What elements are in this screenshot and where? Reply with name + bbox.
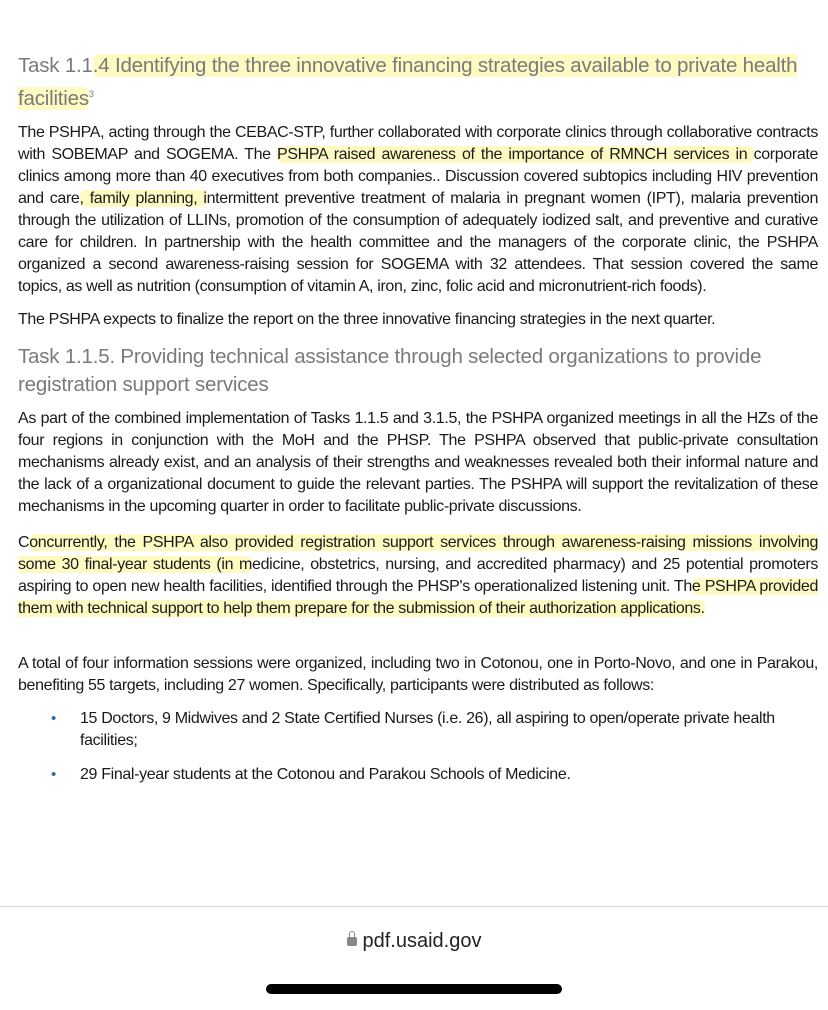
list-item-text: 29 Final-year students at the Cotonou and Parakou Schools of Medicine. (80, 765, 571, 783)
highlighted-text: PSHPA raised awareness of the importance of RMNCH services in (277, 145, 754, 163)
highlighted-text: e PSHPA provided them with technical support to help them prepare for the submission of their authorization applications. (18, 577, 818, 617)
toolbar-divider (0, 906, 828, 907)
paragraph-registration-support (18, 532, 818, 620)
home-indicator[interactable] (266, 984, 562, 994)
footnote-marker: 3 (88, 89, 94, 99)
highlighted-text: .4 Identifying the three innovative financing strategies available to private health facilities (18, 54, 798, 110)
participants-list (18, 708, 818, 786)
list-item (51, 708, 818, 752)
bullet-icon: • (51, 709, 56, 727)
lock-icon (347, 937, 357, 946)
text-segment: Task 1.1 (18, 54, 93, 77)
list-item-text: 15 Doctors, 9 Midwives and 2 State Certified Nurses (i.e. 26), all aspiring to open/operate private health facilities; (80, 709, 775, 749)
text-segment: corporate clinics among more than 40 executives from both companies.. Discussion covered subtopics including HIV prevention and care (18, 145, 819, 207)
paragraph-combined-implementation (18, 408, 818, 518)
bullet-icon: • (51, 765, 56, 783)
text-segment: ntermittent preventive treatment of malaria in pregnant women (IPT), malaria prevention through the utilization of LLINs, promotion of the consumption of adequately iodized salt, and preventive and curative care for children. In partnership with the health committee and the managers of the corporate clinic, the PSHPA organized a second awareness-raising session for SOGEMA with 32 attendees. That session covered the same topics, as well as nutrition (consumption of vitamin A, iron, zinc, folic acid and micronutrient-rich foods). (18, 189, 818, 295)
url-text: pdf.usaid.gov (362, 930, 482, 952)
highlighted-text: , family planning, i (79, 189, 207, 207)
address-bar[interactable] (0, 930, 828, 953)
text-segment: The PSHPA, acting through the CEBAC-STP, further collaborated with corporate clinics through collaborative contracts with SOBEMAP and SOGEMA. The (18, 123, 818, 163)
task-1-1-5-heading: Task 1.1.5. Providing technical assistance through selected organizations to provide registration support services (18, 344, 762, 396)
text-segment: The PSHPA expects to finalize the report on the three innovative financing strategies in the next quarter. (18, 310, 716, 328)
text-segment: A total of four information sessions were organized, including two in Cotonou, one in Porto-Novo, and one in Parakou, benefiting 55 targets, including 27 women. Specifically, participants were distributed as follows: (18, 654, 818, 694)
highlighted-text: oncurrently, the PSHPA also provided registration support services through awareness-raising missions involving some 30 final-year students (in m (18, 533, 818, 573)
task-1-1-4-heading (18, 52, 818, 113)
text-segment: edicine, obstetrics, nursing, and accredited pharmacy) and 25 potential promoters aspiring to open new health facilities, identified through the PHSP's operationalized listening unit. Th (18, 555, 818, 595)
pdf-page (18, 52, 818, 798)
paragraph-information-sessions (18, 653, 818, 697)
list-item (51, 764, 818, 786)
text-segment: As part of the combined implementation of Tasks 1.1.5 and 3.1.5, the PSHPA organized meetings in all the HZs of the four regions in conjunction with the MoH and the PHSP. The PSHPA observed that public-private consultation mechanisms already exist, and an analysis of their strengths and weaknesses revealed both their informal nature and the lack of a organizational document to guide the relevant parties. The PSHPA will support the revitalization of these mechanisms in the upcoming quarter in order to facilitate public-private discussions. (18, 409, 818, 515)
paragraph-cebac-collaboration (18, 122, 818, 298)
text-segment: C (18, 533, 30, 551)
paragraph-expected-report (18, 309, 818, 331)
